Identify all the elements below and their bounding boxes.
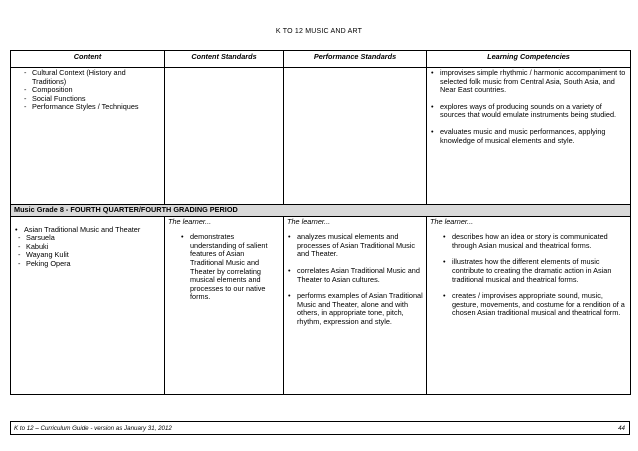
list-item: • analyzes musical elements and processes of Asian Traditional Music and Theater. [287, 233, 423, 259]
learning-competencies-cell [427, 216, 631, 394]
list-item: - Performance Styles / Techniques [24, 103, 161, 112]
list-item: - Kabuki [18, 243, 161, 252]
section-row [11, 205, 631, 217]
column-header-performance-standards: Performance Standards [284, 51, 427, 68]
list-item: - Composition [24, 86, 161, 95]
list-item: - Wayang Kulit [18, 251, 161, 260]
page-footer [10, 421, 630, 435]
list-item: • explores ways of producing sounds on a variety of sources that would emulate instruments being studied. [430, 103, 627, 120]
learning-competencies-cell [427, 68, 631, 205]
column-header-content: Content [11, 51, 165, 68]
list-item: • performs examples of Asian Traditional Music and Theater, alone and with others, in appropriate tone, pitch, rhythm, expression and style. [287, 292, 423, 326]
content-cell [11, 216, 165, 394]
curriculum-table [10, 50, 631, 395]
content-main-label: Asian Traditional Music and Theater [24, 224, 141, 234]
column-header-learning-competencies: Learning Competencies [427, 51, 631, 68]
list-item: - Social Functions [24, 95, 161, 104]
table-row [11, 216, 631, 394]
content-standards-cell [165, 68, 284, 205]
learner-label: The learner... [168, 216, 212, 226]
list-item: • evaluates music and music performances, applying knowledge of musical elements and style. [430, 128, 627, 145]
content-standards-cell [165, 216, 284, 394]
page-number: 44 [618, 425, 625, 432]
list-item: • describes how an idea or story is communicated through Asian musical and theatrical forms. [442, 233, 627, 250]
learner-label: The learner... [287, 216, 331, 226]
list-item: - Sarsuela [18, 234, 161, 243]
list-item: - Peking Opera [18, 260, 161, 269]
column-header-content-standards: Content Standards [165, 51, 284, 68]
performance-standards-cell [284, 68, 427, 205]
learner-label: The learner... [430, 216, 474, 226]
list-item: • demonstrates understanding of salient features of Asian Traditional Music and Theater by correlating musical elements and processes to our native forms. [180, 233, 280, 302]
list-item: • correlates Asian Traditional Music and Theater to Asian cultures. [287, 267, 423, 284]
list-item: • creates / improvises appropriate sound, music, gesture, movements, and costume for a rendition of a chosen Asian traditional musical and theatrical form. [442, 292, 627, 318]
section-title: Music Grade 8 - FOURTH QUARTER/FOURTH GRADING PERIOD [11, 205, 631, 217]
list-item: • illustrates how the different elements of music contribute to creating the dramatic action in Asian traditional musical and theatrical forms. [442, 258, 627, 284]
list-item: • improvises simple rhythmic / harmonic accompaniment to selected folk music from Central Asia, South Asia, and Near East countries. [430, 69, 627, 95]
footer-version-text: K to 12 – Curriculum Guide - version as January 31, 2012 [14, 425, 172, 432]
content-cell [11, 68, 165, 205]
table-row [11, 68, 631, 205]
performance-standards-cell [284, 216, 427, 394]
page-header: K TO 12 MUSIC AND ART [275, 28, 363, 35]
list-item: - Cultural Context (History and Traditions) [24, 69, 161, 86]
table-header-row [11, 51, 631, 68]
